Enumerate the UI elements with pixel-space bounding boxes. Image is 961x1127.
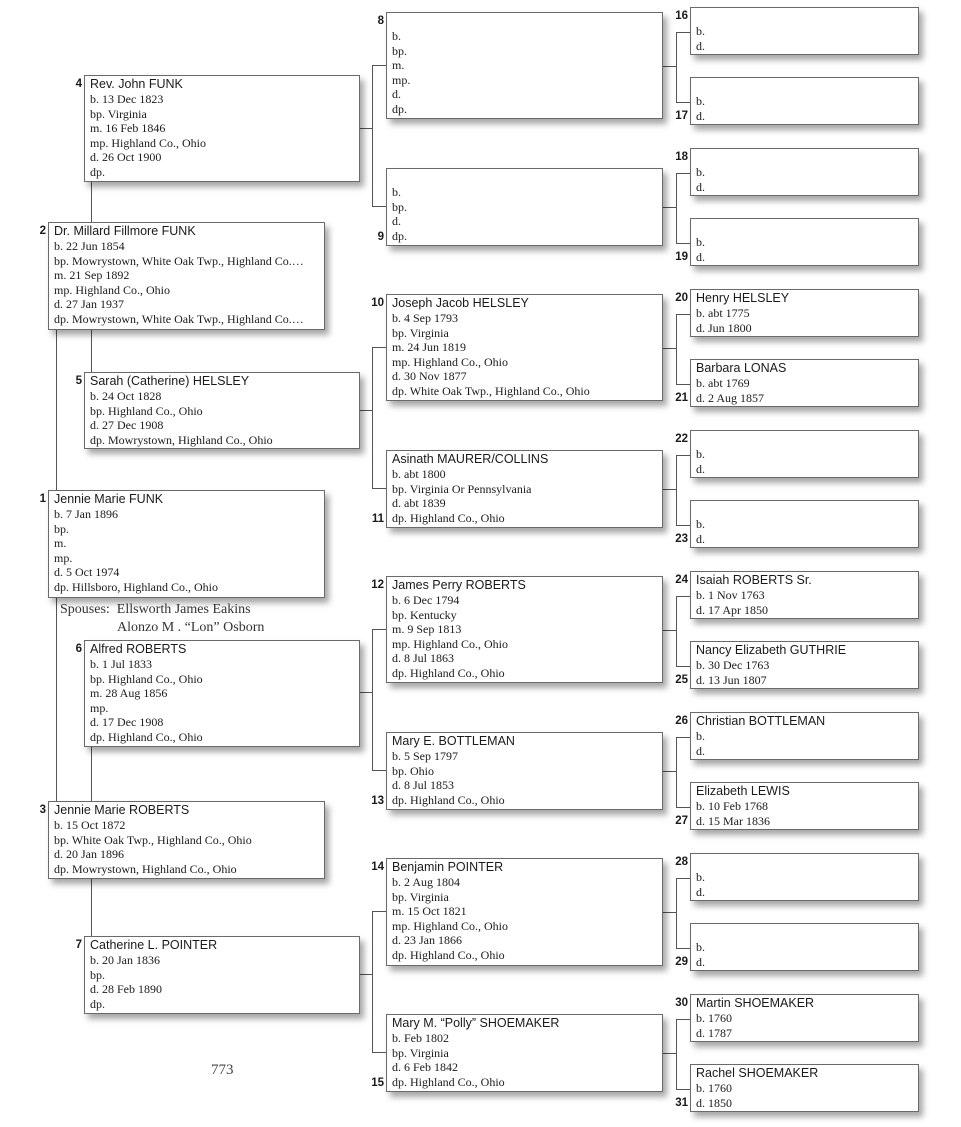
person-box-10[interactable]	[386, 294, 663, 401]
person-detail-line: b. abt 1800	[392, 467, 446, 481]
ahnentafel-number: 5	[75, 375, 82, 387]
person-detail-line: d.	[696, 179, 705, 194]
person-detail-line: b. 24 Oct 1828	[90, 389, 162, 403]
ahnentafel-number: 15	[371, 1077, 384, 1089]
person-detail-line: d.	[696, 108, 705, 123]
person-detail-line: b. 1 Jul 1833	[90, 657, 153, 671]
ahnentafel-number: 23	[675, 533, 688, 545]
connector-bracket	[676, 173, 677, 243]
connector-in	[676, 1019, 690, 1020]
connector-11-in	[372, 488, 386, 489]
person-box-13[interactable]	[386, 732, 663, 810]
person-detail-line: dp. Hillsboro, Highland Co., Ohio	[54, 579, 218, 594]
person-name	[696, 9, 918, 24]
connector-in	[676, 1089, 690, 1090]
person-detail-line: b. 4 Sep 1793	[392, 311, 458, 325]
connector-out	[663, 912, 676, 913]
person-detail-line: d. 8 Jul 1853	[392, 778, 455, 793]
person-detail-line: dp. Mowrystown, Highland Co., Ohio	[90, 432, 273, 447]
person-name: Mary E. BOTTLEMAN	[392, 734, 515, 748]
connector-bracket	[676, 314, 677, 384]
person-detail-line: b. 30 Dec 1763	[696, 658, 770, 672]
connector-in	[676, 32, 690, 33]
ahnentafel-number: 8	[377, 15, 384, 27]
person-detail-line: bp.	[54, 521, 69, 536]
person-detail-line: mp.	[54, 550, 73, 565]
person-box-25[interactable]	[690, 641, 919, 689]
person-name	[696, 79, 918, 94]
ahnentafel-number: 10	[371, 297, 384, 309]
person-detail-line: b. abt 1775	[696, 306, 750, 320]
person-detail-line: b. 1 Nov 1763	[696, 588, 765, 602]
connector-in	[676, 384, 690, 385]
connector-in	[676, 878, 690, 879]
person-box-26[interactable]	[690, 712, 919, 760]
person-box-5[interactable]	[84, 372, 360, 449]
connector-bracket	[676, 1019, 677, 1089]
person-name: James Perry ROBERTS	[392, 578, 526, 592]
connector-bracket	[676, 737, 677, 807]
ahnentafel-number: 1	[39, 493, 46, 505]
person-detail-line: d. 2 Aug 1857	[696, 390, 765, 405]
person-name: Dr. Millard Fillmore FUNK	[54, 224, 196, 238]
connector-out	[663, 207, 676, 208]
person-detail-line: mp. Highland Co., Ohio	[392, 354, 508, 369]
connector-in	[676, 737, 690, 738]
person-detail-line: bp. Mowrystown, White Oak Twp., Highland Co.…	[54, 253, 304, 268]
person-box-23[interactable]	[690, 500, 919, 548]
person-detail-line: b. 1760	[696, 1011, 732, 1025]
person-name	[696, 220, 918, 235]
person-name	[696, 150, 918, 165]
person-detail-line: bp. Kentucky	[392, 607, 457, 622]
person-detail-line: bp.	[392, 199, 407, 214]
person-detail-line: bp.	[90, 967, 105, 982]
person-detail-line: d. 13 Jun 1807	[696, 672, 767, 687]
person-detail-line: b. 20 Jan 1836	[90, 953, 160, 967]
person-detail-line: m. 9 Sep 1813	[392, 622, 462, 637]
person-detail-line: m.	[392, 58, 405, 73]
person-detail-line: bp. Virginia	[392, 1045, 449, 1060]
person-name: Sarah (Catherine) HELSLEY	[90, 374, 250, 388]
person-detail-line: m. 28 Aug 1856	[90, 686, 168, 701]
person-name	[696, 855, 918, 870]
person-box-14[interactable]	[386, 858, 663, 966]
connector-8-in	[372, 65, 386, 66]
connector-14-15	[372, 911, 373, 1052]
ahnentafel-number: 9	[377, 231, 384, 243]
person-detail-line: d.	[696, 954, 705, 969]
connector-out	[663, 66, 676, 67]
person-detail-line: dp. White Oak Twp., Highland Co., Ohio	[392, 383, 590, 398]
person-detail-line: d.	[392, 214, 401, 229]
ahnentafel-number: 31	[675, 1097, 688, 1109]
person-name	[392, 14, 662, 29]
person-name	[392, 170, 662, 185]
ahnentafel-number: 20	[675, 292, 688, 304]
ahnentafel-number: 2	[39, 225, 46, 237]
person-detail-line: bp. Ohio	[392, 763, 434, 778]
person-box-19[interactable]	[690, 218, 919, 266]
person-detail-line: bp. Highland Co., Ohio	[90, 671, 203, 686]
connector-14-in	[372, 911, 386, 912]
person-detail-line: b.	[392, 185, 401, 199]
person-box-31[interactable]	[690, 1064, 919, 1112]
person-detail-line: bp. Highland Co., Ohio	[90, 403, 203, 418]
person-box-22[interactable]	[690, 430, 919, 478]
person-name: Benjamin POINTER	[392, 860, 504, 874]
connector-in	[676, 666, 690, 667]
person-box-27[interactable]	[690, 782, 919, 830]
person-detail-line: dp.	[90, 164, 105, 179]
person-detail-line: bp. White Oak Twp., Highland Co., Ohio	[54, 832, 252, 847]
connector-in	[676, 102, 690, 103]
person-name: Mary M. “Polly” SHOEMAKER	[392, 1016, 560, 1030]
ahnentafel-number: 11	[371, 513, 384, 525]
ahnentafel-number: 3	[39, 804, 46, 816]
ahnentafel-number: 29	[675, 956, 688, 968]
connector-15-in	[372, 1052, 386, 1053]
person-detail-line: dp. Highland Co., Ohio	[90, 729, 203, 744]
connector-out	[663, 489, 676, 490]
person-detail-line: d. 27 Dec 1908	[90, 418, 164, 433]
person-box-9[interactable]	[386, 168, 663, 246]
ahnentafel-number: 4	[75, 78, 82, 90]
person-detail-line: d. 20 Jan 1896	[54, 847, 124, 862]
connector-12-13	[372, 629, 373, 770]
ahnentafel-number: 26	[675, 715, 688, 727]
person-detail-line: d.	[696, 38, 705, 53]
connector-in	[676, 243, 690, 244]
person-detail-line: d. 26 Oct 1900	[90, 150, 162, 165]
connector-7-out	[359, 974, 372, 975]
person-name: Jennie Marie ROBERTS	[54, 803, 190, 817]
person-name	[696, 502, 918, 517]
person-detail-line: d. 6 Feb 1842	[392, 1060, 458, 1075]
person-detail-line: b.	[696, 729, 705, 743]
person-box-1[interactable]	[48, 490, 325, 598]
connector-12-in	[372, 629, 386, 630]
connector-out	[663, 1053, 676, 1054]
person-detail-line: b. Feb 1802	[392, 1031, 449, 1045]
connector-in	[676, 596, 690, 597]
ahnentafel-number: 25	[675, 674, 688, 686]
ahnentafel-number: 12	[371, 579, 384, 591]
person-box-30[interactable]	[690, 994, 919, 1042]
spouse-name: Ellsworth James Eakins	[116, 602, 251, 617]
person-detail-line: d. 30 Nov 1877	[392, 369, 467, 384]
person-box-29[interactable]	[690, 923, 919, 971]
person-detail-line: bp. Virginia	[90, 106, 147, 121]
person-box-11[interactable]	[386, 450, 663, 528]
person-box-15[interactable]	[386, 1014, 663, 1092]
person-detail-line: mp. Highland Co., Ohio	[54, 282, 170, 297]
person-name: Nancy Elizabeth GUTHRIE	[696, 643, 847, 657]
person-box-4[interactable]	[84, 75, 360, 182]
person-detail-line: m. 15 Oct 1821	[392, 904, 467, 919]
person-detail-line: b.	[696, 517, 705, 531]
person-detail-line: b. 10 Feb 1768	[696, 799, 768, 813]
connector-10-11	[372, 347, 373, 488]
person-detail-line: b.	[392, 29, 401, 43]
person-detail-line: d. 17 Dec 1908	[90, 715, 164, 730]
connector-6-out	[359, 692, 372, 693]
person-name	[696, 925, 918, 940]
person-detail-line: dp. Highland Co., Ohio	[392, 510, 505, 525]
person-detail-line: b. 2 Aug 1804	[392, 875, 461, 889]
ahnentafel-number: 6	[75, 643, 82, 655]
person-detail-line: d.	[392, 87, 401, 102]
connector-out	[663, 630, 676, 631]
connector-in	[676, 948, 690, 949]
person-detail-line: dp.	[392, 228, 407, 243]
spouse-name: Alonzo M . “Lon” Osborn	[117, 620, 265, 635]
person-name: Barbara LONAS	[696, 361, 787, 375]
person-detail-line: d. 1787	[696, 1025, 732, 1040]
connector-out	[663, 771, 676, 772]
ahnentafel-number: 19	[675, 251, 688, 263]
person-detail-line: dp.	[392, 101, 407, 116]
person-detail-line: d. abt 1839	[392, 496, 446, 511]
person-detail-line: mp.	[392, 72, 411, 87]
connector-in	[676, 525, 690, 526]
connector-13-in	[372, 770, 386, 771]
person-detail-line: b.	[696, 235, 705, 249]
person-detail-line: d.	[696, 743, 705, 758]
person-detail-line: b.	[696, 94, 705, 108]
connector-8-9	[372, 65, 373, 206]
person-name: Rev. John FUNK	[90, 77, 183, 91]
person-detail-line: b. 15 Oct 1872	[54, 818, 126, 832]
person-detail-line: d. 27 Jan 1937	[54, 297, 124, 312]
person-detail-line: d. 28 Feb 1890	[90, 982, 162, 997]
person-box-16[interactable]	[690, 7, 919, 55]
ahnentafel-number: 18	[675, 151, 688, 163]
connector-in	[676, 173, 690, 174]
person-detail-line: d. 1850	[696, 1095, 732, 1110]
person-detail-line: bp. Virginia	[392, 325, 449, 340]
connector-in	[676, 807, 690, 808]
connector-out	[663, 348, 676, 349]
ahnentafel-number: 21	[675, 392, 688, 404]
person-detail-line: d.	[696, 884, 705, 899]
person-name: Rachel SHOEMAKER	[696, 1066, 819, 1080]
person-detail-line: mp. Highland Co., Ohio	[392, 918, 508, 933]
person-detail-line: b. 7 Jan 1896	[54, 507, 118, 521]
person-detail-line: b. 13 Dec 1823	[90, 92, 164, 106]
person-detail-line: mp. Highland Co., Ohio	[392, 636, 508, 651]
person-name: Elizabeth LEWIS	[696, 784, 790, 798]
ahnentafel-number: 27	[675, 815, 688, 827]
person-box-3[interactable]	[48, 801, 325, 879]
person-box-28[interactable]	[690, 853, 919, 901]
person-box-17[interactable]	[690, 77, 919, 125]
connector-9-in	[372, 206, 386, 207]
person-detail-line: d.	[696, 461, 705, 476]
person-detail-line: dp. Highland Co., Ohio	[392, 1074, 505, 1089]
person-name: Henry HELSLEY	[696, 291, 790, 305]
person-box-2[interactable]	[48, 222, 325, 330]
person-box-12[interactable]	[386, 576, 663, 683]
person-detail-line: b.	[696, 447, 705, 461]
person-box-18[interactable]	[690, 148, 919, 196]
person-detail-line: b. 6 Dec 1794	[392, 593, 460, 607]
person-detail-line: b. abt 1769	[696, 376, 750, 390]
person-detail-line: d. 17 Apr 1850	[696, 602, 768, 617]
connector-in	[676, 455, 690, 456]
person-detail-line: m. 16 Feb 1846	[90, 121, 166, 136]
person-name	[696, 432, 918, 447]
person-detail-line: dp. Mowrystown, White Oak Twp., Highland Co.…	[54, 311, 304, 326]
person-detail-line: bp. Virginia Or Pennsylvania	[392, 481, 532, 496]
person-detail-line: b.	[696, 24, 705, 38]
connector-bracket	[676, 878, 677, 948]
person-name: Jennie Marie FUNK	[54, 492, 164, 506]
person-box-20[interactable]	[690, 289, 919, 337]
connector-bracket	[676, 32, 677, 102]
person-detail-line: dp. Highland Co., Ohio	[392, 947, 505, 962]
person-name: Joseph Jacob HELSLEY	[392, 296, 529, 310]
connector-bracket	[676, 455, 677, 525]
person-name: Martin SHOEMAKER	[696, 996, 815, 1010]
spouses-label: Spouses:	[60, 602, 110, 617]
person-detail-line: dp. Highland Co., Ohio	[392, 792, 505, 807]
ahnentafel-number: 7	[75, 939, 82, 951]
connector-5-out	[359, 410, 372, 411]
ahnentafel-number: 17	[675, 110, 688, 122]
person-name: Alfred ROBERTS	[90, 642, 187, 656]
person-name: Catherine L. POINTER	[90, 938, 218, 952]
ahnentafel-number: 28	[675, 856, 688, 868]
person-detail-line: d. Jun 1800	[696, 320, 752, 335]
person-detail-line: d.	[696, 531, 705, 546]
person-box-8[interactable]	[386, 12, 663, 119]
person-box-24[interactable]	[690, 571, 919, 619]
person-detail-line: d.	[696, 249, 705, 264]
connector-4-out	[359, 128, 372, 129]
person-name: Christian BOTTLEMAN	[696, 714, 826, 728]
ahnentafel-number: 13	[371, 795, 384, 807]
person-detail-line: b. 1760	[696, 1081, 732, 1095]
person-detail-line: bp. Virginia	[392, 889, 449, 904]
page-number: 773	[211, 1062, 234, 1078]
person-detail-line: b. 5 Sep 1797	[392, 749, 458, 763]
person-detail-line: dp. Highland Co., Ohio	[392, 665, 505, 680]
connector-bracket	[676, 596, 677, 666]
ahnentafel-number: 24	[675, 574, 688, 586]
person-box-6[interactable]	[84, 640, 360, 747]
ahnentafel-number: 16	[675, 10, 688, 22]
person-detail-line: b.	[696, 870, 705, 884]
ahnentafel-number: 30	[675, 997, 688, 1009]
person-detail-line: d. 23 Jan 1866	[392, 933, 462, 948]
spouses-note	[60, 601, 264, 637]
person-detail-line: dp.	[90, 996, 105, 1011]
person-detail-line: b.	[696, 940, 705, 954]
person-detail-line: m. 21 Sep 1892	[54, 268, 130, 283]
person-box-7[interactable]	[84, 936, 360, 1014]
person-detail-line: bp.	[392, 43, 407, 58]
connector-10-in	[372, 347, 386, 348]
person-name: Asinath MAURER/COLLINS	[392, 452, 549, 466]
person-detail-line: d. 15 Mar 1836	[696, 813, 770, 828]
person-detail-line: d. 5 Oct 1974	[54, 565, 120, 580]
person-name: Isaiah ROBERTS Sr.	[696, 573, 812, 587]
ahnentafel-number: 22	[675, 433, 688, 445]
person-detail-line: m. 24 Jun 1819	[392, 340, 467, 355]
person-detail-line: mp.	[90, 700, 109, 715]
person-detail-line: b.	[696, 165, 705, 179]
ahnentafel-number: 14	[371, 861, 384, 873]
person-box-21[interactable]	[690, 359, 919, 407]
connector-in	[676, 314, 690, 315]
person-detail-line: d. 8 Jul 1863	[392, 651, 455, 666]
person-detail-line: m.	[54, 536, 67, 551]
person-detail-line: dp. Mowrystown, Highland Co., Ohio	[54, 861, 237, 876]
person-detail-line: mp. Highland Co., Ohio	[90, 135, 206, 150]
person-detail-line: b. 22 Jun 1854	[54, 239, 125, 253]
